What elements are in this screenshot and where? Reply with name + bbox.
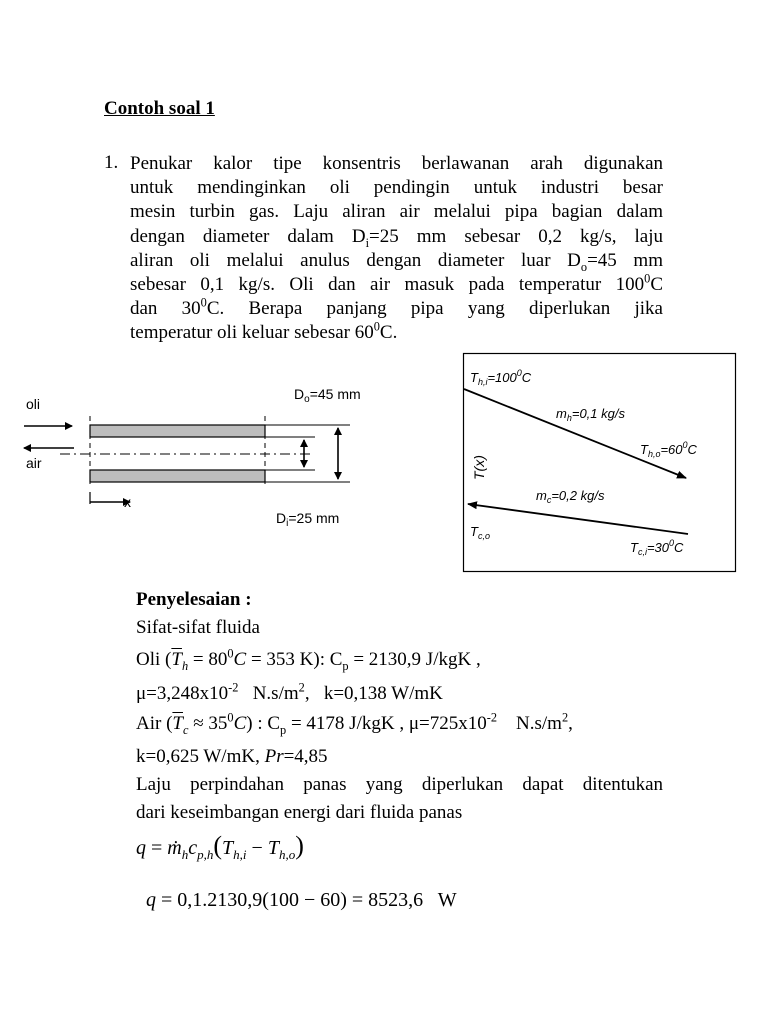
pipe-diagram — [20, 380, 400, 530]
air-label: air — [26, 455, 42, 471]
mh-label: $m_h=0,1$ kg/s — [556, 406, 625, 423]
diagram-frame — [464, 354, 736, 572]
th-out-label: $T_{h,o}=60^0C$ — [640, 440, 697, 459]
problem-number: 1. — [104, 152, 119, 173]
problem-line: aliran oli melalui anulus dengan diameter luar $D_o=45$ mm — [130, 249, 663, 274]
mc-label: $m_c=0,2$ kg/s — [536, 488, 605, 505]
heat-rate-result: q = 0,1.2130,9(100 − 60) = 8523,6 W — [146, 889, 457, 911]
problem-line: dan $30^0C$. Berapa panjang pipa yang diperlukan jika — [130, 295, 663, 320]
temperature-profile-diagram — [462, 352, 738, 574]
problem-line: dengan diameter dalam $D_i=25$ mm sebesar 0,2 kg/s, laju — [130, 225, 663, 250]
problem-text — [130, 152, 663, 346]
water-properties-line: Air $(\overline{T}_c \approx 35^0C)$ : $C_p = 4178$ J/kgK , $\mu=725x10^{-2}$ $N.s/m^2$, — [136, 710, 573, 737]
problem-line: sebesar 0,1 kg/s. Oli dan air masuk pada temperatur $100^0C$ — [130, 271, 663, 296]
do-label: $D_o=45$ mm — [294, 386, 361, 405]
th-in-label: $T_{h,i}=100^0C$ — [470, 368, 532, 387]
problem-line: temperatur oli keluar sebesar $60^0C$. — [130, 320, 398, 344]
oil-viscosity-line: $\mu=3,248x10^{-2}$ $N.s/m^2$, k=0,138 W/mK — [136, 680, 443, 704]
y-axis-label: T(x) — [471, 455, 487, 480]
tc-out-label: $T_{c,o}$ — [470, 524, 490, 541]
problem-line: mesin turbin gas. Laju aliran air melalui pipa bagian dalam — [130, 201, 663, 223]
solution-text-line: dari keseimbangan energi dari fluida panas — [136, 802, 463, 823]
problem-line: untuk mendinginkan oli pendingin untuk industri besar — [130, 177, 663, 199]
heat-rate-equation: $q = ṁ_hc_{p,h}(T_{h,i} - T_{h,o})$ — [136, 831, 304, 862]
problem-line: Penukar kalor tipe konsentris berlawanan arah digunakan — [130, 153, 663, 174]
oli-label: oli — [26, 396, 41, 412]
x-label: x — [124, 494, 131, 510]
outer-pipe-wall-bottom — [90, 470, 265, 482]
solution-heading: Penyelesaian : — [136, 589, 252, 610]
outer-pipe-wall-top — [90, 425, 265, 437]
oil-properties-line: Oli ($\overline{T}_h = 80^0C = 353$ K): $C_p = 2130,9$ J/kgK , — [136, 646, 481, 673]
water-conductivity-line: k=0,625 W/mK, Pr=4,85 — [136, 746, 328, 767]
solution-text-line: Laju perpindahan panas yang diperlukan dapat ditentukan — [136, 774, 663, 795]
tc-in-label: $T_{c,i}=30^0C$ — [630, 538, 684, 557]
fluid-properties-title: Sifat-sifat fluida — [136, 617, 260, 638]
di-label: $D_i=25$ mm — [276, 510, 340, 529]
example-heading: Contoh soal 1 — [104, 98, 215, 119]
